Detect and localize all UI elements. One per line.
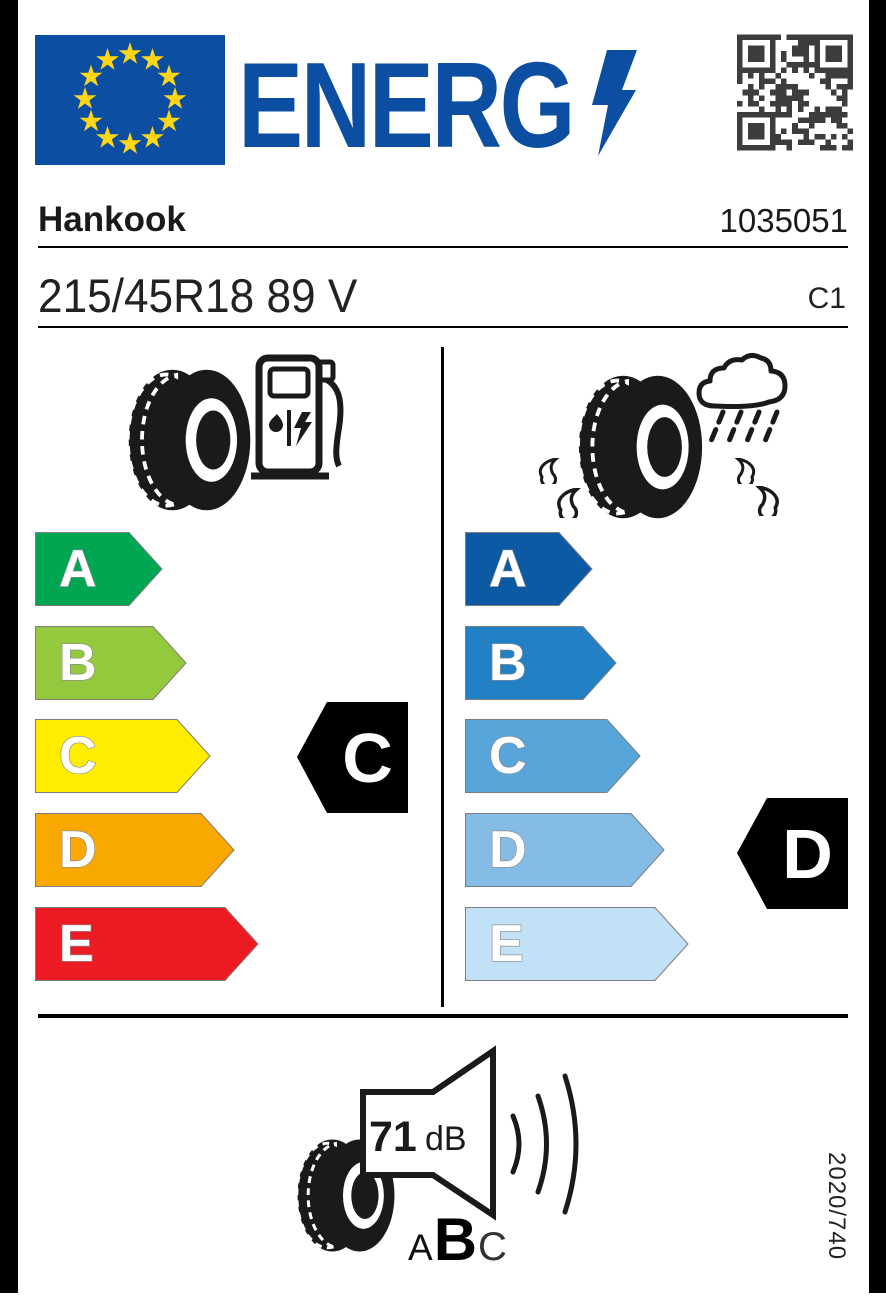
fuel-rating-arrow <box>297 702 408 813</box>
fuel-class-arrow-B <box>35 626 187 700</box>
wet-grip-rating-arrow <box>737 798 848 909</box>
wet-grip-class-arrow-A <box>465 532 593 606</box>
rain-cloud-icon <box>699 355 785 446</box>
fuel-class-arrow-A <box>35 532 163 606</box>
fuel-class-letter-B: B <box>59 634 97 692</box>
divider-line <box>38 246 848 248</box>
fuel-class-letter-D: D <box>59 821 97 879</box>
noise-unit: dB <box>425 1120 467 1158</box>
tire-size: 215/45R18 89 V <box>38 269 358 322</box>
right-border <box>869 0 886 1293</box>
wet-grip-class-letter-E: E <box>489 915 524 973</box>
wet-grip-class-letter-B: B <box>489 634 527 692</box>
fuel-efficiency-icon <box>115 350 345 522</box>
fuel-pump-icon <box>251 358 340 476</box>
noise-class-b: B <box>433 1206 478 1273</box>
noise-class-letters <box>408 1205 507 1274</box>
fuel-class-arrow-C <box>35 719 211 793</box>
qr-code-icon <box>737 33 853 152</box>
regulation-number: 2020/740 <box>823 1152 850 1261</box>
fuel-class-letter-E: E <box>59 915 94 973</box>
fuel-rating-letter: C <box>342 718 393 797</box>
tire-class: C1 <box>807 282 846 315</box>
divider-line <box>38 326 848 328</box>
fuel-class-arrow-D <box>35 813 235 887</box>
noise-class-a: A <box>408 1227 433 1268</box>
wet-grip-class-letter-A: A <box>489 540 527 598</box>
wet-grip-icon <box>535 348 801 524</box>
article-number: 1035051 <box>719 202 848 239</box>
wet-grip-rating-letter: D <box>782 814 833 893</box>
wet-grip-class-letter-D: D <box>489 821 527 879</box>
wet-grip-class-arrow-B <box>465 626 617 700</box>
fuel-class-arrow-E <box>35 907 259 981</box>
fuel-class-letter-C: C <box>59 727 97 785</box>
column-divider <box>441 347 444 1007</box>
sound-waves-icon <box>513 1076 576 1212</box>
wet-grip-class-arrow-E <box>465 907 689 981</box>
wet-grip-class-letter-C: C <box>489 727 527 785</box>
fuel-class-letter-A: A <box>59 540 97 598</box>
eu-flag-icon <box>35 35 225 165</box>
brand-name: Hankook <box>38 200 186 239</box>
energy-logo-text: ENERG <box>238 37 574 173</box>
lightning-bolt-icon <box>592 50 638 156</box>
noise-value: 71 <box>369 1113 417 1161</box>
wet-grip-class-arrow-D <box>465 813 665 887</box>
wet-grip-class-arrow-C <box>465 719 641 793</box>
section-divider-line <box>38 1014 848 1018</box>
noise-class-c: C <box>478 1225 507 1269</box>
left-border <box>0 0 18 1293</box>
